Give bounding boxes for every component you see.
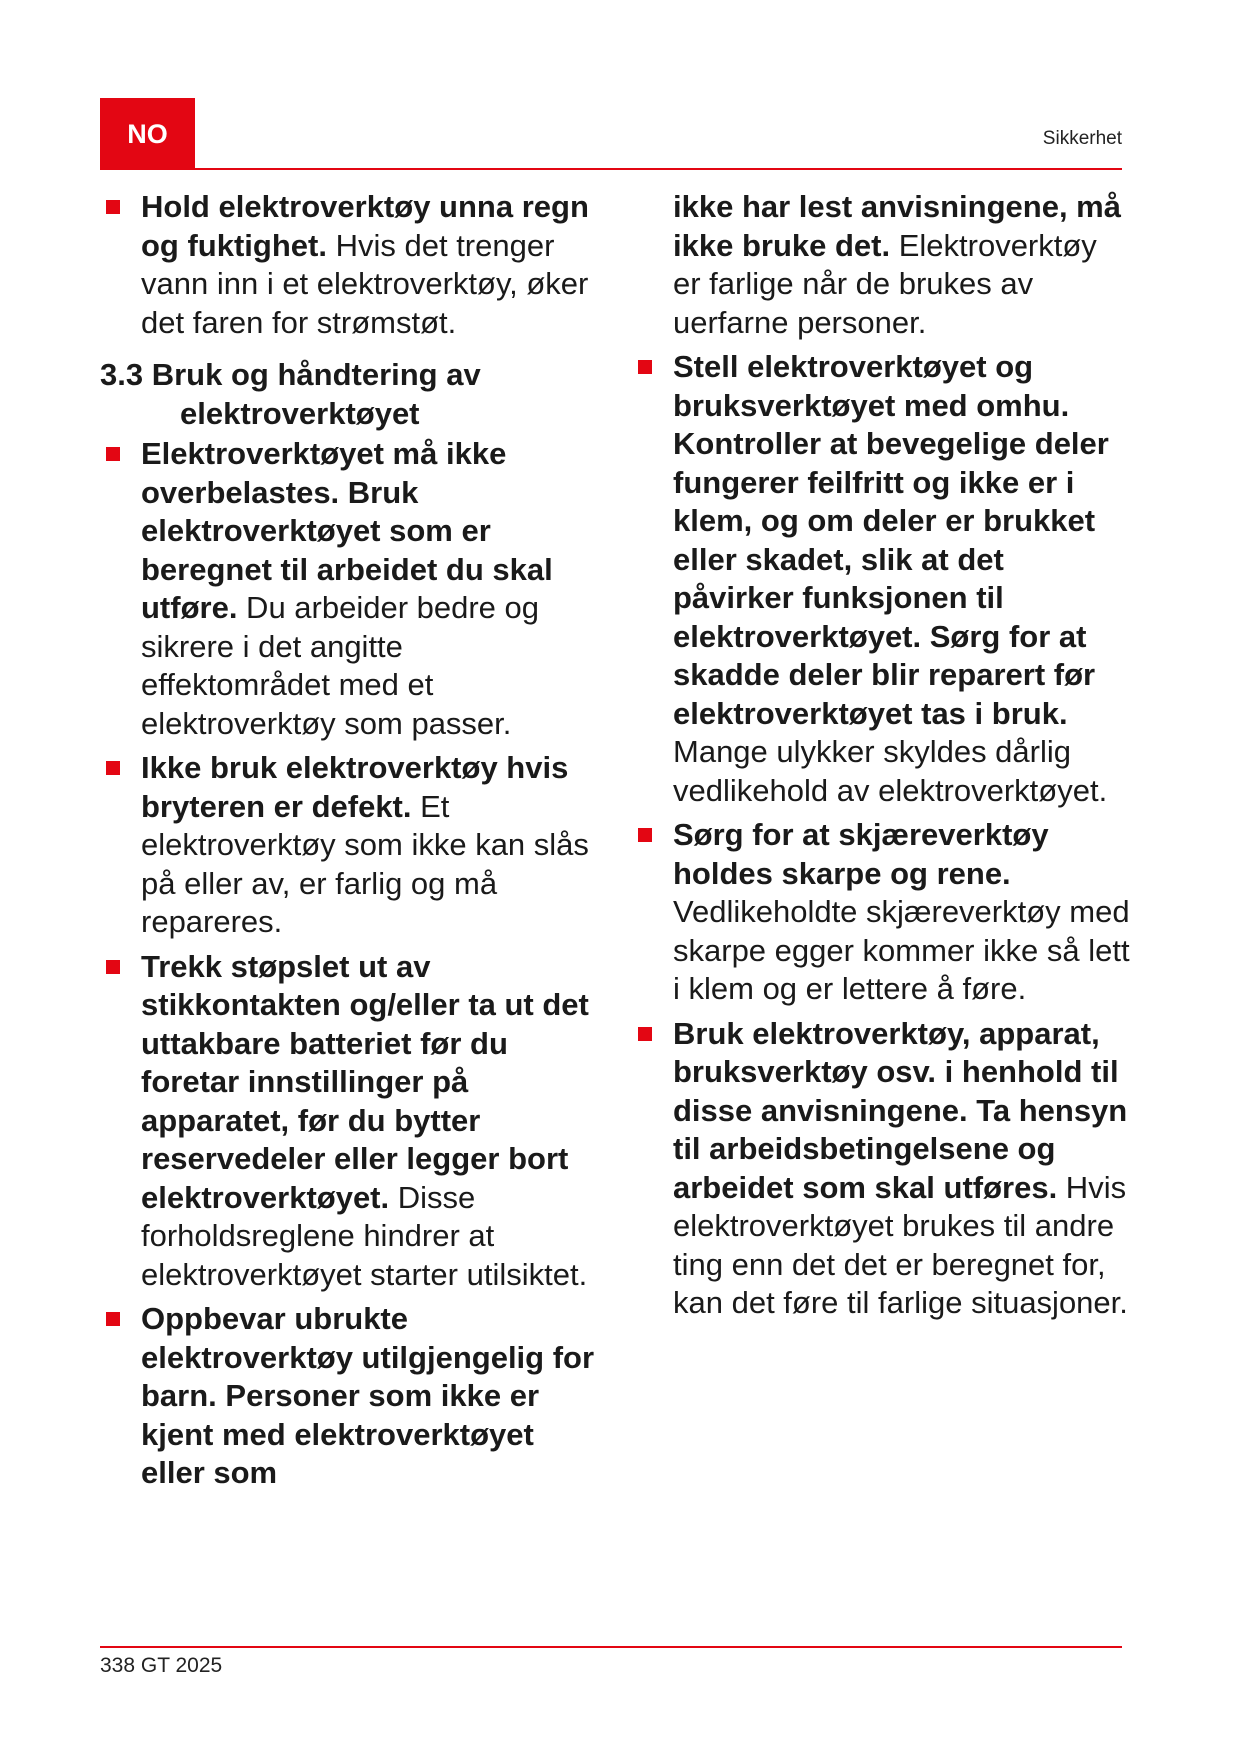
item-text: Vedlikeholdte skjæreverktøy med skarpe egger kommer ikke så lett i klem og er lettere å føre. — [673, 894, 1130, 1006]
header-divider — [100, 168, 1122, 170]
item-text: Hvis det trenger vann inn i et elektroverktøy, øker det faren for strømstøt. — [141, 227, 589, 340]
square-bullet-icon — [106, 761, 120, 775]
list-item — [100, 749, 600, 942]
page-number: 338 GT 2025 — [100, 1654, 223, 1677]
item-heading: Oppbevar ubrukte elektroverktøy utilgjengelig for barn. Personer som ikke er kjent med elektroverktøyet eller som — [141, 1301, 595, 1490]
item-text: Hvis elektroverktøyet brukes til andre ting enn det det er beregnet for, kan det føre til farlige situasjoner. — [673, 1169, 1128, 1320]
square-bullet-icon — [638, 828, 652, 842]
list-item — [632, 1015, 1132, 1323]
item-heading: Elektroverktøyet må ikke overbelastes. Bruk elektroverktøyet som er beregnet til arbeidet du skal utføre. — [141, 436, 553, 625]
square-bullet-icon — [106, 447, 120, 461]
left-column — [100, 188, 600, 1499]
item-heading: Ikke bruk elektroverktøy hvis bryteren er defekt. — [141, 750, 569, 824]
item-text: Disse forholdsreglene hindrer at elektroverktøyet starter utilsiktet. — [141, 1179, 588, 1292]
list-item — [100, 1300, 600, 1493]
section-title: Sikkerhet — [1042, 128, 1122, 149]
item-heading: Sørg for at skjæreverktøy holdes skarpe og rene. — [673, 817, 1049, 891]
square-bullet-icon — [106, 200, 120, 214]
item-heading: Bruk elektroverktøy, apparat, bruksverktøy osv. i henhold til disse anvisningene. Ta hensyn til arbeidsbetingelsene og arbeidet som skal utføres. — [673, 1015, 1128, 1205]
list-item — [100, 188, 600, 342]
square-bullet-icon — [106, 1312, 120, 1326]
item-text: Mange ulykker skyldes dårlig vedlikehold av elektroverktøyet. — [673, 734, 1108, 808]
item-text: Et elektroverktøy som ikke kan slås på eller av, er farlig og må repareres. — [141, 788, 589, 939]
square-bullet-icon — [106, 960, 120, 974]
subsection-title-line2: elektroverktøyet — [180, 395, 420, 431]
item-text: Du arbeider bedre og sikrere i det angitte effektområdet med et elektroverktøy som passer. — [141, 590, 540, 741]
subsection-title-line1: Bruk og håndtering av — [151, 357, 481, 392]
subsection-number: 3.3 — [100, 357, 144, 392]
list-item — [100, 948, 600, 1295]
item-heading: ikke har lest anvisningene, må ikke bruke det. — [673, 189, 1121, 263]
subsection-heading — [100, 356, 600, 433]
list-item — [632, 816, 1132, 1009]
language-badge: NO — [100, 98, 195, 170]
item-heading: Trekk støpslet ut av stikkontakten og/eller ta ut det uttakbare batteriet før du foretar innstillinger på apparatet, før du bytter reservedeler eller legger bort elektroverktøyet. — [141, 948, 589, 1215]
square-bullet-icon — [638, 360, 652, 374]
list-item — [632, 348, 1132, 810]
item-heading: Hold elektroverktøy unna regn og fuktighet. — [141, 189, 589, 263]
footer-divider — [100, 1646, 1122, 1648]
item-heading: Stell elektroverktøyet og bruksverktøyet med omhu. Kontroller at bevegelige deler fungerer feilfritt og ikke er i klem, og om deler er brukket eller skadet, slik at det påvirker funksjonen til elektroverktøyet. Sørg for at skadde deler blir reparert før elektroverktøyet tas i bruk. — [673, 349, 1109, 731]
right-column — [632, 188, 1132, 1329]
square-bullet-icon — [638, 1027, 652, 1041]
list-item-continuation — [632, 188, 1132, 342]
list-item — [100, 435, 600, 743]
item-text: Elektroverktøy er farlige når de brukes av uerfarne personer. — [673, 227, 1097, 340]
